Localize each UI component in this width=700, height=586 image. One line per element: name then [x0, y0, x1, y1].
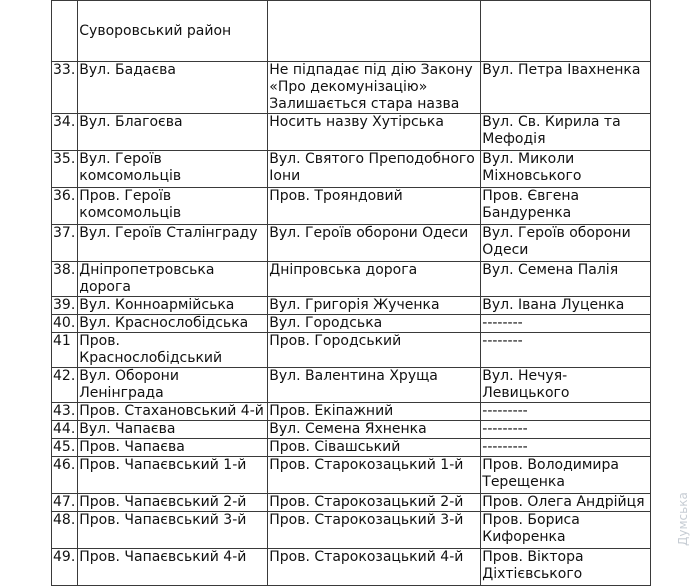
header-num-cell: [52, 1, 78, 62]
row-number: 38.: [52, 262, 78, 297]
final-street-name: Вул. Св. Кирила та Мефодія: [481, 114, 651, 151]
final-street-name: Пров. Євгена Бандуренка: [481, 188, 651, 225]
row-number: 37.: [52, 225, 78, 262]
street-renaming-table: [51, 0, 651, 586]
table-row: [52, 457, 651, 494]
proposed-street-name: Дніпровська дорога: [268, 262, 481, 297]
old-street-name: Вул. Благоєва: [78, 114, 268, 151]
final-street-name: Вул. Героїв оборони Одеси: [481, 225, 651, 262]
row-number: 48.: [52, 512, 78, 549]
table-row: [52, 549, 651, 586]
table-body: [52, 1, 651, 586]
final-street-name: Пров. Бориса Кифоренка: [481, 512, 651, 549]
row-number: 35.: [52, 151, 78, 188]
old-street-name: Пров. Чапаєвський 2-й: [78, 494, 268, 512]
row-number: 40.: [52, 315, 78, 333]
row-number: 36.: [52, 188, 78, 225]
proposed-street-name: Вул. Городська: [268, 315, 481, 333]
row-number: 45.: [52, 439, 78, 457]
proposed-street-name: Не підпадає під дію Закону «Про декомунізацію» Залишається стара назва: [268, 62, 481, 114]
row-number: 49.: [52, 549, 78, 586]
old-street-name: Пров. Чапаєвський 1-й: [78, 457, 268, 494]
table-row: [52, 333, 651, 368]
old-street-name: Вул. Героїв Сталінграду: [78, 225, 268, 262]
table-row: [52, 225, 651, 262]
proposed-street-name: Вул. Григорія Жученка: [268, 297, 481, 315]
header-fix-cell: [481, 1, 651, 62]
final-street-name: ---------: [481, 421, 651, 439]
proposed-street-name: Пров. Старокозацький 1-й: [268, 457, 481, 494]
final-street-name: ---------: [481, 403, 651, 421]
old-street-name: Пров. Стахановський 4-й: [78, 403, 268, 421]
proposed-street-name: Пров. Екіпажний: [268, 403, 481, 421]
table-row: [52, 421, 651, 439]
row-number: 39.: [52, 297, 78, 315]
watermark-logo: Думська: [676, 492, 690, 546]
final-street-name: Пров. Віктора Діхтієвського: [481, 549, 651, 586]
final-street-name: Вул. Петра Івахненка: [481, 62, 651, 114]
row-number: 46.: [52, 457, 78, 494]
final-street-name: Вул. Миколи Міхновського: [481, 151, 651, 188]
table-row: [52, 403, 651, 421]
final-street-name: Вул. Нечуя-Левицького: [481, 368, 651, 403]
proposed-street-name: Пров. Трояндовий: [268, 188, 481, 225]
final-street-name: Пров. Володимира Терещенка: [481, 457, 651, 494]
table-row: [52, 297, 651, 315]
table-row: [52, 114, 651, 151]
old-street-name: Пров. Чапаєвський 4-й: [78, 549, 268, 586]
table-row: [52, 368, 651, 403]
proposed-street-name: Пров. Городський: [268, 333, 481, 368]
final-street-name: --------: [481, 315, 651, 333]
proposed-street-name: Пров. Старокозацький 3-й: [268, 512, 481, 549]
proposed-street-name: Пров. Старокозацький 2-й: [268, 494, 481, 512]
final-street-name: Пров. Олега Андрійця: [481, 494, 651, 512]
final-street-name: Вул. Семена Палія: [481, 262, 651, 297]
old-street-name: Вул. Бадаєва: [78, 62, 268, 114]
row-number: 44.: [52, 421, 78, 439]
table-row: [52, 439, 651, 457]
old-street-name: Пров. Чапаєва: [78, 439, 268, 457]
district-header-row: [52, 1, 651, 62]
table-row: [52, 512, 651, 549]
row-number: 47.: [52, 494, 78, 512]
table-row: [52, 494, 651, 512]
proposed-street-name: Вул. Семена Яхненка: [268, 421, 481, 439]
row-number: 43.: [52, 403, 78, 421]
row-number: 42.: [52, 368, 78, 403]
old-street-name: Пров. Героїв комсомольців: [78, 188, 268, 225]
proposed-street-name: Вул. Святого Преподобного Іони: [268, 151, 481, 188]
proposed-street-name: Носить назву Хутірська: [268, 114, 481, 151]
row-number: 41: [52, 333, 78, 368]
proposed-street-name: Пров. Старокозацький 4-й: [268, 549, 481, 586]
old-street-name: Пров. Чапаєвський 3-й: [78, 512, 268, 549]
header-new-cell: [268, 1, 481, 62]
old-street-name: Пров. Краснослобідський: [78, 333, 268, 368]
old-street-name: Дніпропетровська дорога: [78, 262, 268, 297]
final-street-name: Вул. Івана Луценка: [481, 297, 651, 315]
old-street-name: Вул. Чапаєва: [78, 421, 268, 439]
table-row: [52, 151, 651, 188]
proposed-street-name: Вул. Героїв оборони Одеси: [268, 225, 481, 262]
table-row: [52, 262, 651, 297]
old-street-name: Вул. Оборони Ленінграда: [78, 368, 268, 403]
district-name: Суворовський район: [78, 1, 268, 62]
final-street-name: ---------: [481, 439, 651, 457]
old-street-name: Вул. Краснослобідська: [78, 315, 268, 333]
proposed-street-name: Вул. Валентина Хруща: [268, 368, 481, 403]
table-row: [52, 315, 651, 333]
row-number: 34.: [52, 114, 78, 151]
final-street-name: --------: [481, 333, 651, 368]
old-street-name: Вул. Героїв комсомольців: [78, 151, 268, 188]
row-number: 33.: [52, 62, 78, 114]
table-row: [52, 188, 651, 225]
proposed-street-name: Пров. Сівашський: [268, 439, 481, 457]
table-row: [52, 62, 651, 114]
old-street-name: Вул. Конноармійська: [78, 297, 268, 315]
